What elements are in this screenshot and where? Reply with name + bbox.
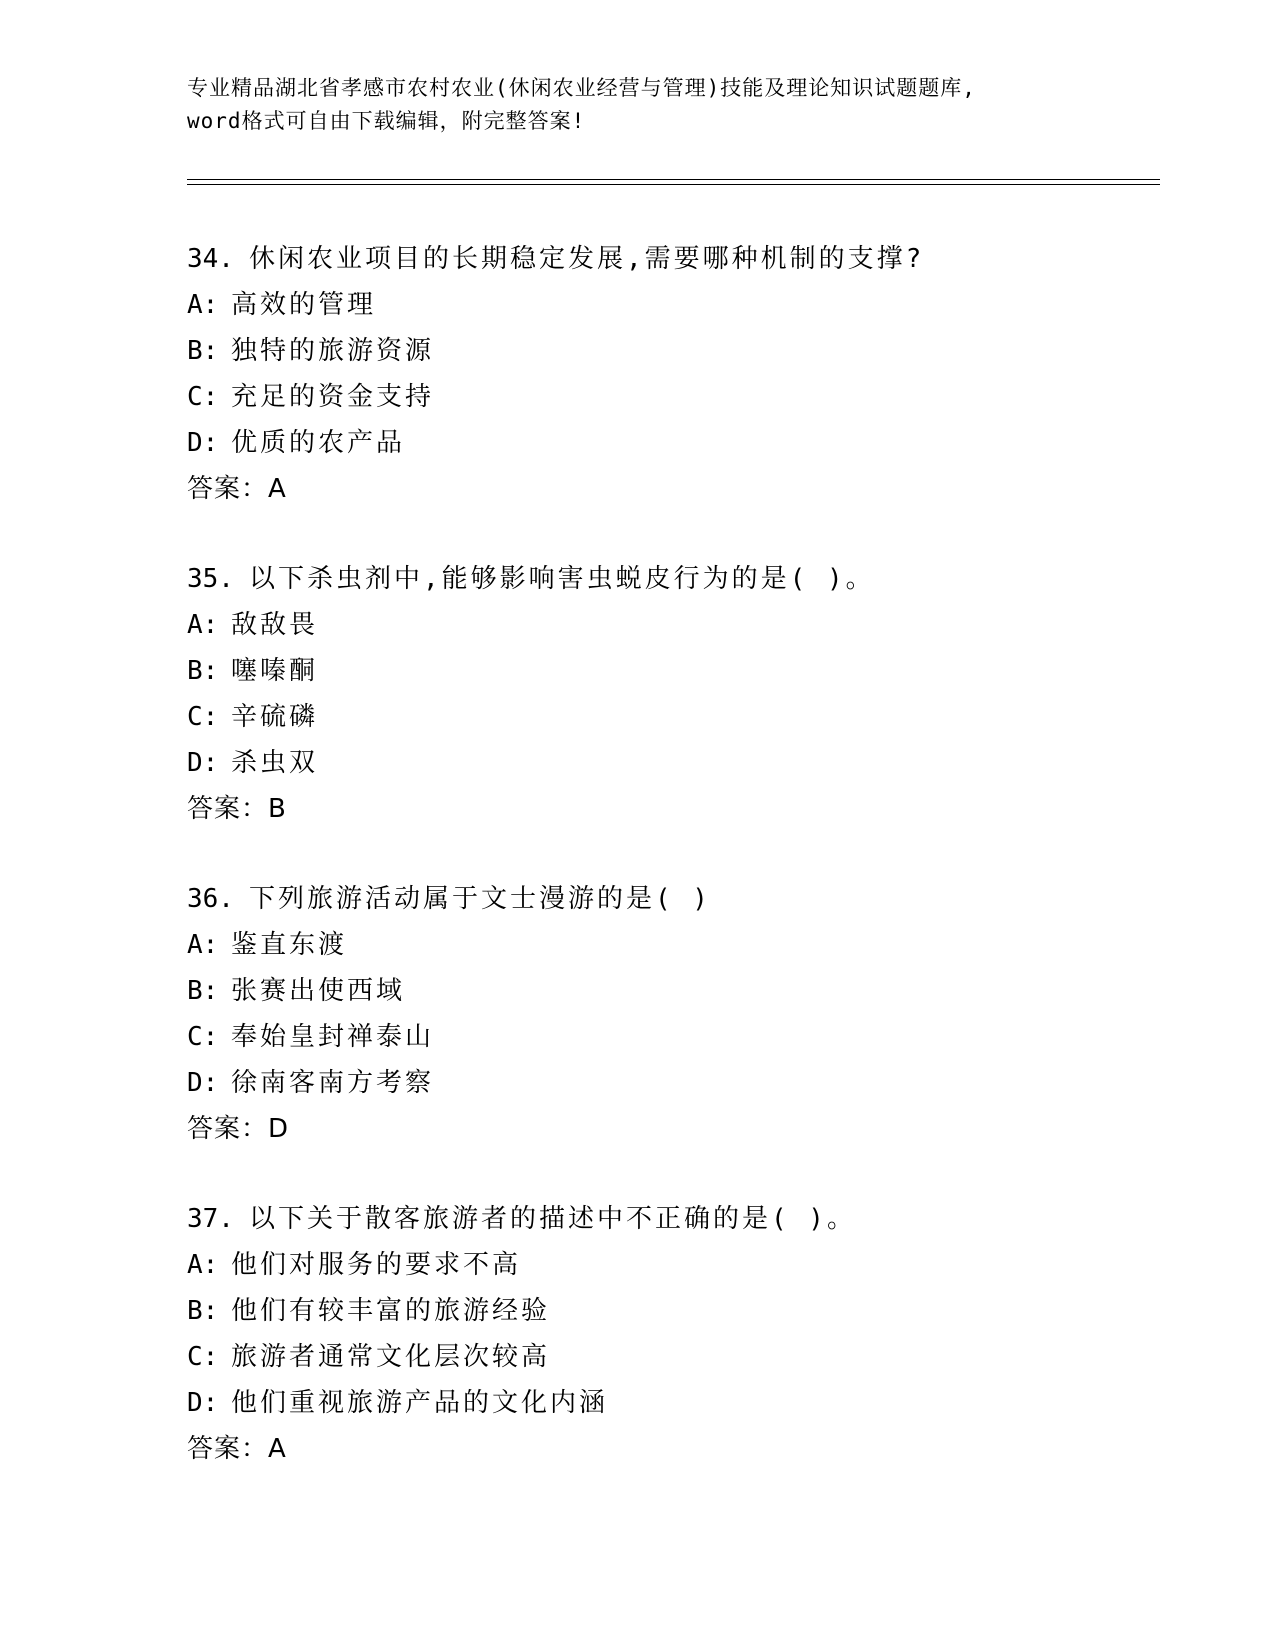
option-b: [187, 648, 1147, 694]
option-key: D:: [187, 748, 219, 778]
answer-line: 答案：B: [187, 794, 287, 824]
option-c: [187, 1334, 1147, 1380]
question-number: 37.: [187, 1204, 234, 1234]
question-item: [187, 236, 1147, 512]
option-text: 旅游者通常文化层次较高: [231, 1342, 551, 1372]
option-d: [187, 740, 1147, 786]
option-c: [187, 694, 1147, 740]
option-key: A:: [187, 290, 219, 320]
option-b: [187, 1288, 1147, 1334]
option-key: C:: [187, 1342, 219, 1372]
option-a: [187, 1242, 1147, 1288]
question-text: 下列旅游活动属于文士漫游的是( ): [249, 884, 711, 914]
option-text: 他们重视旅游产品的文化内涵: [231, 1388, 609, 1418]
question-list: [187, 236, 1147, 1516]
option-text: 奉始皇封禅泰山: [231, 1022, 435, 1052]
option-text: 徐南客南方考察: [231, 1068, 435, 1098]
header-title-line: 专业精品湖北省孝感市农村农业(休闲农业经营与管理)技能及理论知识试题题库,: [187, 76, 976, 100]
option-text: 高效的管理: [231, 290, 377, 320]
option-key: A:: [187, 610, 219, 640]
header-divider-top: [187, 179, 1160, 180]
option-key: A:: [187, 930, 219, 960]
option-key: B:: [187, 336, 219, 366]
option-d: [187, 420, 1147, 466]
option-key: C:: [187, 702, 219, 732]
option-key: D:: [187, 428, 219, 458]
option-text: 鉴直东渡: [231, 930, 348, 960]
question-number: 36.: [187, 884, 234, 914]
option-text: 充足的资金支持: [231, 382, 435, 412]
option-key: C:: [187, 1022, 219, 1052]
header-subtitle-line: word格式可自由下载编辑，附完整答案!: [187, 109, 586, 133]
question-stem: [187, 556, 1147, 602]
option-key: C:: [187, 382, 219, 412]
option-a: [187, 282, 1147, 328]
option-text: 敌敌畏: [231, 610, 319, 640]
question-item: [187, 1196, 1147, 1472]
option-c: [187, 1014, 1147, 1060]
option-key: B:: [187, 1296, 219, 1326]
question-stem: [187, 236, 1147, 282]
option-key: A:: [187, 1250, 219, 1280]
answer-line: 答案：D: [187, 1114, 290, 1144]
question-stem: [187, 876, 1147, 922]
option-a: [187, 602, 1147, 648]
question-number: 34.: [187, 244, 234, 274]
option-c: [187, 374, 1147, 420]
question-text: 以下关于散客旅游者的描述中不正确的是( )。: [249, 1204, 856, 1234]
option-key: D:: [187, 1068, 219, 1098]
option-text: 噻嗪酮: [231, 656, 319, 686]
document-header: [187, 72, 1107, 138]
option-text: 独特的旅游资源: [231, 336, 435, 366]
question-number: 35.: [187, 564, 234, 594]
question-stem: [187, 1196, 1147, 1242]
option-d: [187, 1060, 1147, 1106]
answer-line: 答案：A: [187, 1434, 287, 1464]
option-key: B:: [187, 656, 219, 686]
option-text: 张赛出使西域: [231, 976, 406, 1006]
option-d: [187, 1380, 1147, 1426]
question-item: [187, 876, 1147, 1152]
option-text: 他们有较丰富的旅游经验: [231, 1296, 551, 1326]
option-text: 他们对服务的要求不高: [231, 1250, 522, 1280]
question-item: [187, 556, 1147, 832]
option-key: B:: [187, 976, 219, 1006]
option-b: [187, 328, 1147, 374]
question-text: 休闲农业项目的长期稳定发展,需要哪种机制的支撑?: [249, 244, 925, 274]
header-divider-bottom: [187, 184, 1160, 185]
option-text: 辛硫磷: [231, 702, 319, 732]
answer-line: 答案：A: [187, 474, 287, 504]
option-b: [187, 968, 1147, 1014]
question-text: 以下杀虫剂中,能够影响害虫蜕皮行为的是( )。: [249, 564, 875, 594]
option-a: [187, 922, 1147, 968]
option-text: 优质的农产品: [231, 428, 406, 458]
option-text: 杀虫双: [231, 748, 319, 778]
option-key: D:: [187, 1388, 219, 1418]
